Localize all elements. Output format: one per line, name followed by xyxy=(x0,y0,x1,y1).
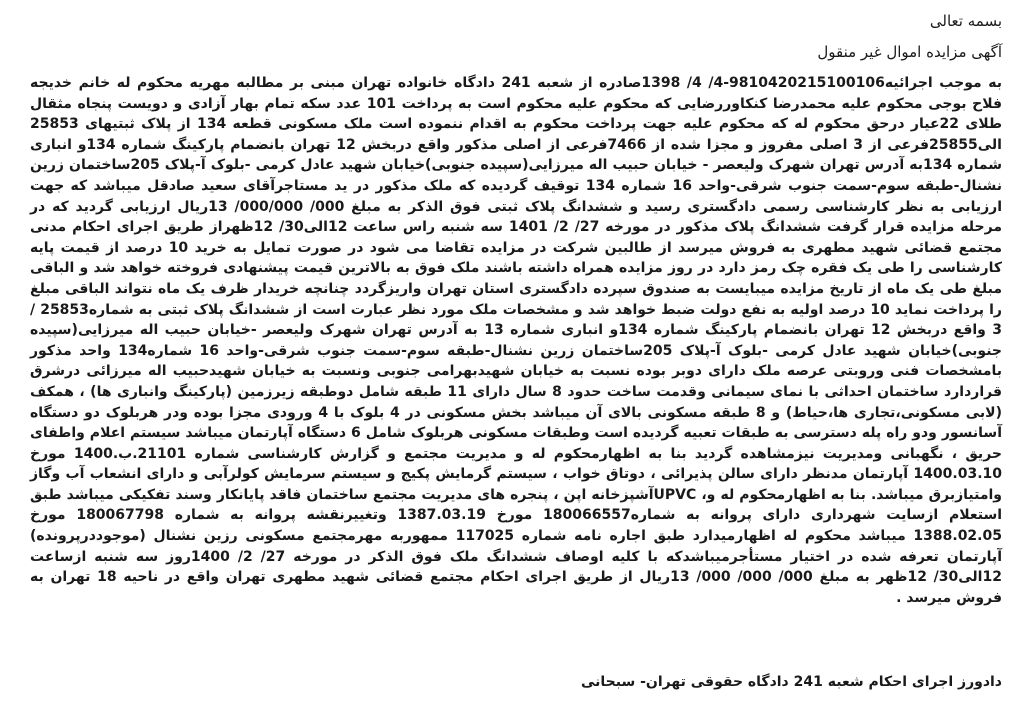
signature-line: دادورز اجرای احکام شعبه 241 دادگاه حقوقی تهران- سبحانی xyxy=(581,674,1002,690)
notice-title: آگهی مزایده اموال غیر منقول xyxy=(817,43,1002,61)
basmala-heading: بسمه تعالی xyxy=(929,12,1002,30)
notice-body: به موجب اجرائیه‌9810420215100106‌-4/ 4/ 1398صادره از شعبه 241 دادگاه خانواده تهران مبنی بر مطالبه مهریه محکوم له خانم خدیجه فلاح بوجی محکوم علیه محمدرضا کنکاوررضایی که محکوم علیه محکوم است به پرداخت 101 عدد سکه تمام بهار آزادی و دویست پنجاه مثقال طلای 22عیار درحق محکوم له که محکوم علیه جهت پرداخت محکوم به اقدام ننموده است ملک مسکونی قطعه 134 از پلاک ثبتیهای 25853 الی25855فرعی از 3 اصلی مفروز و مجزا شده از 7466فرعی از اصلی مذکور واقع دربخش 12 تهران بانضمام پارکینگ شماره 134و انباری شماره 134به آدرس تهران شهرک ولیعصر - خیابان حبیب اله میرزایی(سپیده جنوبی)خیابان شهید عادل کرمی -بلوک آ-پلاک 205ساختمان زرین نشنال-طبقه سوم-سمت جنوب شرقی-واحد 16 شماره 134 توقیف گردیده که ملک مذکور در ید مستاجرآقای سعید صادقل میباشد که جهت ارزیابی به نظر کارشناسی رسمی دادگستری رسید و ششدانگ پلاک ثبتی فوق الذکر به مبلغ 000/ 000/000/ 13ریال ارزیابی گردید که در مرحله مزایده قرار گرفت ششدانگ پلاک مذکور در مورخه 27/ 2/ 1401 سه شنبه راس ساعت 12الی30/ 12ظهراز طریق اجرای احکام مدنی مجتمع قضائی شهید مطهری به فروش میرسد از طالبین شرکت در مزایده تقاضا می شود در صورت تمایل به خرید 10 درصد از قیمت پایه کارشناسی را طی یک فقره چک رمز دارد در روز مزایده همراه داشته باشند ملک فوق به بالاترین قیمت پیشنهادی فروخته خواهد شد و الباقی مبلغ طی یک ماه از تاریخ مزایده میبایست به صندوق سپرده دادگستری استان تهران واریزگردد چنانچه خریدار ظرف یک ماه نتواند الباقی مبلغ را پرداخت نماید 10 درصد اولیه به نفع دولت ضبط خواهد شد و مشخصات ملک مورد نظر عبارت است از ششدانگ پلاک ثبتی به شماره25853 / 3 واقع دربخش 12 تهران بانضمام پارکینگ شماره 134و انباری شماره 13 به آدرس تهران شهرک ولیعصر -خیابان حبیب اله میرزایی(سپیده جنوبی)خیابان شهید عادل کرمی -بلوک آ-پلاک 205ساختمان زرین نشنال-طبقه سوم-سمت جنوب شرقی-واحد 16 شماره134 واحد مذکور بامشخصات فنی وروبتی عرصه ملک دارای دوبر بوده نسبت به خیابان شهیدبهرامی جنوبی ونسبت به خیابان شهیدحبیب اله میرزائی درشرق قراردارد ساختمان احداثی با نمای سیمانی وقدمت ساخت حدود 8 سال دارای 11 طبقه شامل دوطبقه زیرزمین (پارکینگ وانباری ها) ، همکف (لابی مسکونی،تجاری ها،حیاط) و 8 طبقه مسکونی بالای آن میباشد بخش مسکونی در 4 بلوک با 4 ورودی مجزا بوده ودر هربلوک دو دستگاه آسانسور ودو راه پله دسترسی به طبقات تعبیه گردیده است وطبقات مسکونی هربلوک شامل 6 دستگاه آپارتمان میباشد سیستم اعلام واطفای حریق ، نگهبانی ومدیریت نیزمشاهده گردید بنا به اظهارمحکوم له و مدیریت مجتمع و گزارش کارشناسی شماره 21101.ب.1400 مورخ 1400.03.10 آپارتمان مدنظر دارای سالن پذیرائی ، دوتاق خواب ، سیستم گرمایش پکیج و سیستم سرمایش کولرآبی و دارای انشعاب آب وگاز وامتیازبرق میباشد. بنا به اظهارمحکوم له و، UPVCآشپزخانه اپن ، پنجره های مدیریت مجتمع ساختمان فاقد پایانکار وسند تفکیکی میباشد طبق استعلام ازسایت شهرداری دارای پروانه به شماره180066557 مورخ 1387.03.19 وتغییرنقشه پروانه به شماره 180067798 مورخ 1388.02.05 میباشد محکوم له اظهارمیدارد طبق اجاره نامه شماره 117025 ممهوربه مهرمجتمع مسکونی رزین نشنال (موجوددرپرونده) آپارتمان تعرفه شده در اختیار مستأجرمیباشدکه با کلیه اوصاف ششدانگ ملک فوق الذکر در مورخه 27/ 2/ 1400روز سه شنبه ازساعت 12الی30/ 12ظهر به مبلغ 000/ 000/ 000/ 13ریال از طریق اجرای احکام مجتمع قضائی شهید مطهری تهران واقع در ناحیه 18 تهران به فروش میرسد . xyxy=(30,75,1003,606)
